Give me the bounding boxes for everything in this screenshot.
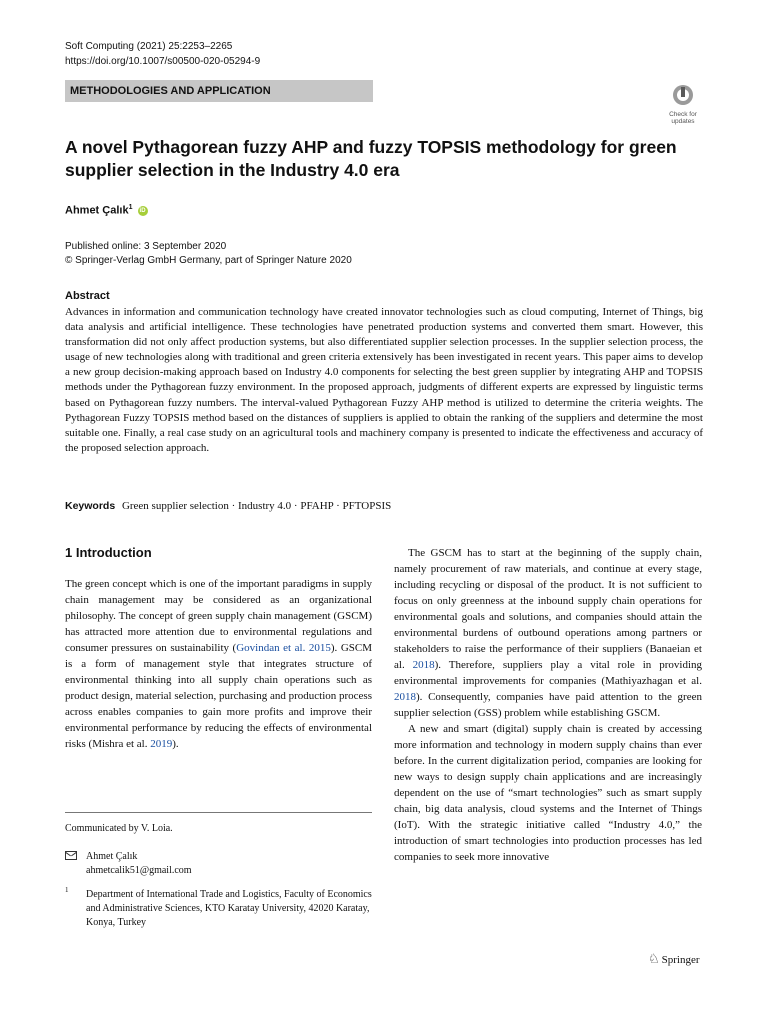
article-title: A novel Pythagorean fuzzy AHP and fuzzy TOPSIS methodology for green supplier selection in the Industry 4.0 era <box>65 137 677 180</box>
keywords-line <box>65 500 705 512</box>
communicated-by: Communicated by V. Loia. <box>65 823 173 834</box>
paragraph: A new and smart (digital) supply chain is created by accessing more information and technology in modern supply chains than ever before. In the current digitalization period, companies are looking for new ways to design supply chain applications and are increasingly dependent on the use of “smart technologies” such as smart supply chain, big data analysis, cloud systems and the Internet of Things (IoT). With the strategic initiative called “Industry 4.0,” the introduction of smart technologies into production processes has led companies to seek more innovative <box>394 723 702 863</box>
citation-link[interactable]: Govindan et al. 2015 <box>236 642 331 654</box>
check-for-updates-badge[interactable] <box>663 84 703 124</box>
publisher-name: Springer <box>661 954 700 966</box>
paragraph <box>394 545 702 721</box>
affiliation-number: 1 <box>65 886 69 894</box>
corresponding-author-email[interactable]: ahmetcalik51@gmail.com <box>86 865 192 876</box>
springer-horse-icon: ♘ <box>648 951 660 966</box>
check-for-updates-icon <box>672 84 694 106</box>
paragraph-text: ). Consequently, companies have paid attention to the green supplier selection (GSS) problem while establishing GSCM. <box>394 691 702 719</box>
affiliation-text: Department of International Trade and Logistics, Faculty of Economics and Administrative Sciences, KTO Karatay University, 42020 Karatay, Konya, Turkey <box>86 889 372 928</box>
copyright-notice: © Springer-Verlag GmbH Germany, part of Springer Nature 2020 <box>65 255 352 266</box>
author-name[interactable]: Ahmet Çalık <box>65 204 129 217</box>
abstract-text: Advances in information and communication technology have created innovator technologies such as cloud computing, Internet of Things, big data analysis and artificial intelligence. These technologies have penetrated production systems and converted them smart. However, this transformation did not only affect production systems, but also differentiated supplier selection processes. In the supplier selection process, the usage of new technologies along with traditional and green criteria extensively has been investigated in recent years. This paper aims to develop a new group decision-making approach based on Industry 4.0 components for selecting the best green supplier by integrating AHP and TOPSIS methods under the Pythagorean fuzzy environment. In the proposed approach, judgments of different experts are expressed by linguistic terms based on Pythagorean fuzzy numbers. The interval-valued Pythagorean Fuzzy AHP method is utilized to determine the criteria weights. The Pythagorean Fuzzy TOPSIS method based on the distances of suppliers is applied to obtain the ranking of the suppliers and determine the most suitable one. Finally, a real case study on an agricultural tools and machinery company is presented to indicate the effectiveness and accuracy of the proposed selection approach. <box>65 306 703 454</box>
citation-link[interactable]: 2018 <box>394 691 416 703</box>
citation-link[interactable]: 2019 <box>150 738 173 750</box>
paragraph-text: ). GSCM is a form of management style that integrates structure of environmental thinking into all supply chain operations such as product design, material selection, purchasing and production process across enables companies to gain more profits and improve their environmental performance by reducing the effects of environmental risks (Mishra et al. <box>65 642 373 750</box>
check-for-updates-label: Check for updates <box>669 111 697 125</box>
paragraph <box>65 576 372 752</box>
category-banner <box>65 80 373 102</box>
left-column <box>65 576 372 752</box>
keywords-heading: Keywords <box>65 500 116 512</box>
keywords-list: Green supplier selection · Industry 4.0 · PFAHP · PFTOPSIS <box>121 500 392 512</box>
author-affiliation-marker: 1 <box>128 204 133 211</box>
paragraph-text: The GSCM has to start at the beginning of the supply chain, namely procurement of raw materials, and continue at every stage, including recycling or disposal of the product. It is not sufficient to focus on only greenness at the inbound supply chain operations for environmental goals and solutions, and companies should attain the environmental burdens of outbound operations among partners or stakeholders to raise the performance of their suppliers (Banaeian et al. <box>394 547 702 671</box>
orcid-icon[interactable]: iD <box>139 207 146 214</box>
category-label: METHODOLOGIES AND APPLICATION <box>70 85 271 97</box>
right-column <box>394 545 702 865</box>
journal-citation: Soft Computing (2021) 25:2253–2265 <box>65 41 233 52</box>
published-date: Published online: 3 September 2020 <box>65 241 227 252</box>
abstract-heading: Abstract <box>65 290 110 302</box>
footnote-divider <box>65 812 372 813</box>
publisher-footer <box>648 951 700 967</box>
author-line <box>65 204 148 217</box>
doi-link[interactable]: https://doi.org/10.1007/s00500-020-05294-9 <box>65 56 261 67</box>
citation-link[interactable]: 2018 <box>412 659 435 671</box>
paragraph-text: ). <box>172 738 179 750</box>
corresponding-author-name: Ahmet Çalık <box>86 851 138 862</box>
section-heading-introduction: 1 Introduction <box>65 545 152 560</box>
paragraph-text: ). Therefore, suppliers play a vital role in providing environmental improvements for companies (Mathiyazhagan et al. <box>394 659 702 687</box>
envelope-icon <box>65 851 77 860</box>
paragraph-text: The green concept which is one of the important paradigms in supply chain management may be considered as an organizational philosophy. The concept of green supply chain management (GSCM) has attracted more attention due to environmental regulations and consumer pressures on sustainability ( <box>65 578 372 654</box>
